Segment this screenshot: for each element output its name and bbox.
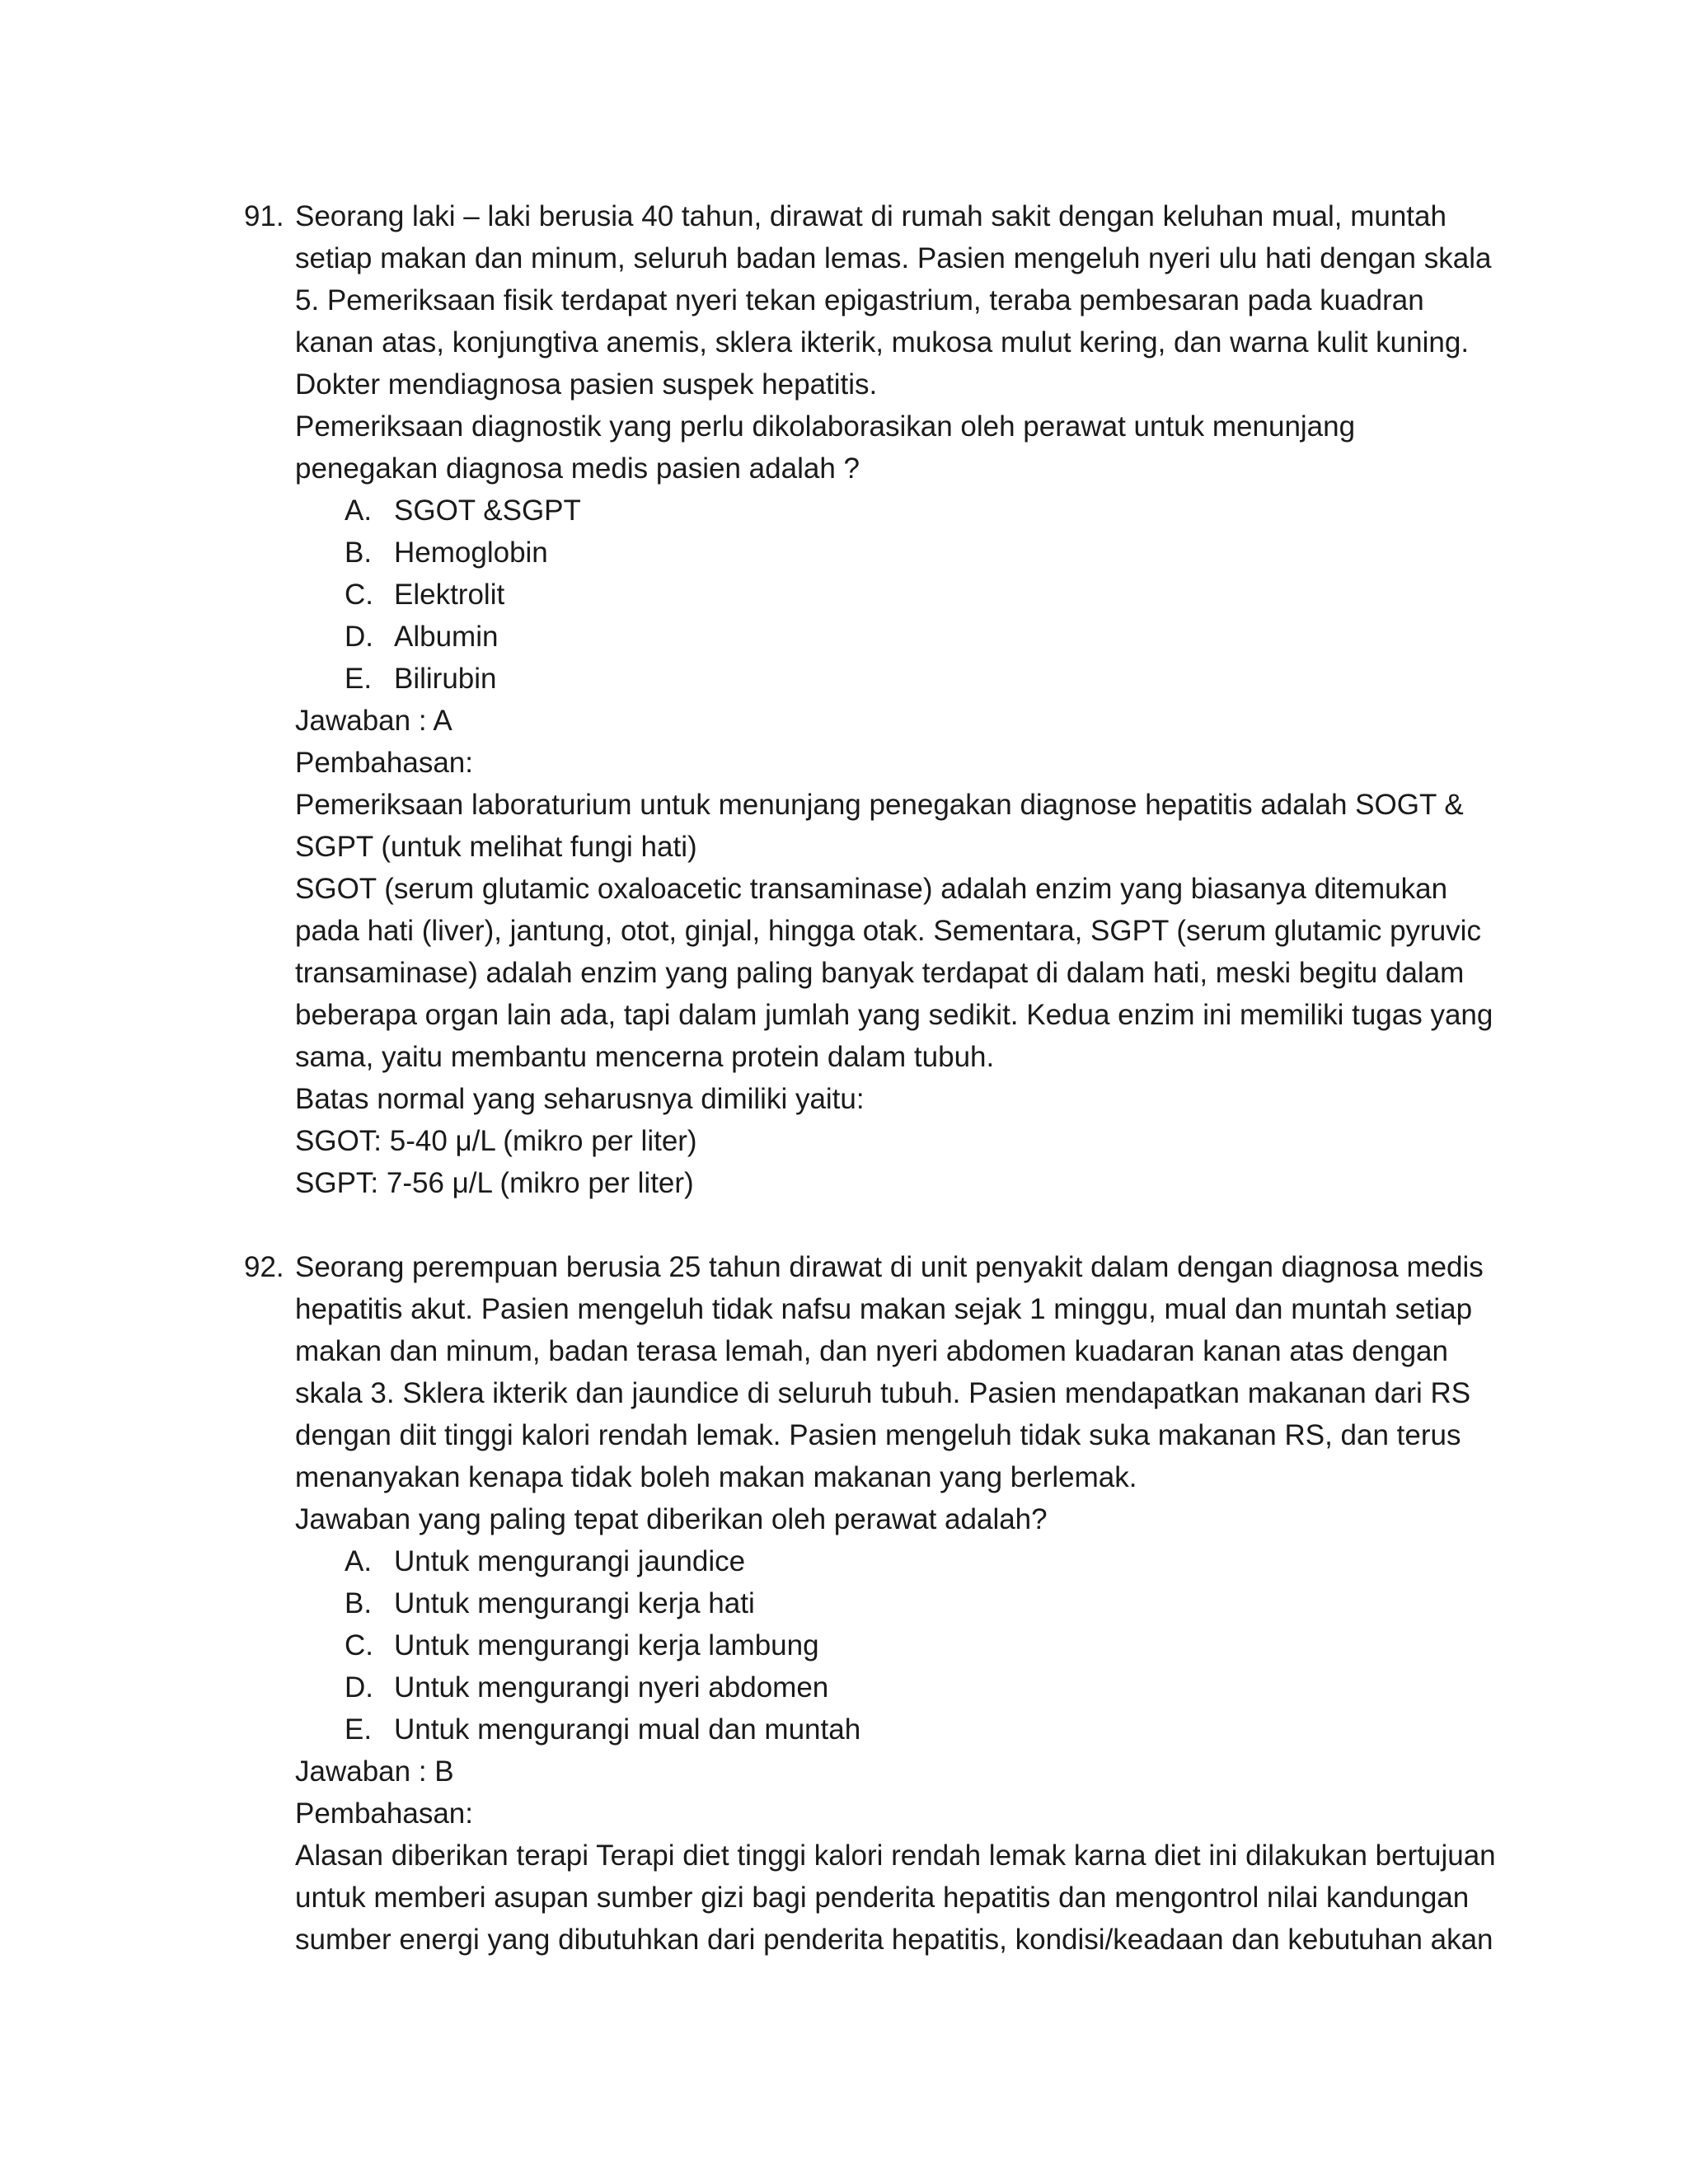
answer-key: Jawaban : B	[295, 1755, 454, 1788]
discussion-paragraph: SGOT: 5-40 μ/L (mikro per liter)	[295, 1125, 697, 1157]
option-text: Untuk mengurangi nyeri abdomen	[394, 1671, 829, 1704]
question-prompt: Jawaban yang paling tepat diberikan oleh perawat adalah?	[295, 1503, 1048, 1535]
option-letter: E.	[345, 1713, 373, 1746]
option-d	[295, 616, 1497, 658]
question-prompt: Pemeriksaan diagnostik yang perlu dikolaborasikan oleh perawat untuk menunjang penegakan diagnosa medis pasien adalah ?	[295, 410, 1356, 485]
question-stem: Seorang laki – laki berusia 40 tahun, dirawat di rumah sakit dengan keluhan mual, muntah setiap makan dan minum, seluruh badan lemas. Pasien mengeluh nyeri ulu hati dengan skala 5. Pemeriksaan fisik terdapat nyeri tekan epigastrium, teraba pembesaran pada kuadran kanan atas, konjungtiva anemis, sklera ikterik, mukosa mulut kering, dan warna kulit kuning. Dokter mendiagnosa pasien suspek hepatitis.	[295, 200, 1492, 401]
question-number: 92.	[244, 1251, 284, 1283]
option-text: Untuk mengurangi mual dan muntah	[394, 1713, 861, 1746]
question-91	[244, 195, 1497, 1204]
question-92	[244, 1246, 1497, 1961]
discussion-paragraph: Pemeriksaan laboraturium untuk menunjang penegakan diagnose hepatitis adalah SOGT & SGPT (untuk melihat fungi hati)	[295, 789, 1464, 863]
option-text: SGOT &SGPT	[394, 494, 581, 527]
option-letter: D.	[345, 1671, 373, 1704]
option-a	[295, 490, 1497, 532]
answer-key: Jawaban : A	[295, 705, 452, 737]
option-text: Untuk mengurangi jaundice	[394, 1545, 746, 1577]
discussion-label: Pembahasan:	[295, 1797, 473, 1830]
option-c	[295, 1624, 1497, 1666]
question-body	[295, 195, 1497, 1204]
question-body	[295, 1246, 1497, 1961]
option-text: Untuk mengurangi kerja lambung	[394, 1629, 819, 1661]
option-b	[295, 1582, 1497, 1624]
answer-options	[295, 1540, 1497, 1750]
option-text: Elektrolit	[394, 579, 505, 611]
discussion-paragraph: SGPT: 7-56 μ/L (mikro per liter)	[295, 1167, 694, 1199]
option-letter: A.	[345, 494, 373, 527]
option-letter: B.	[345, 537, 373, 569]
option-letter: E.	[345, 663, 373, 695]
question-stem: Seorang perempuan berusia 25 tahun dirawat di unit penyakit dalam dengan diagnosa medis hepatitis akut. Pasien mengeluh tidak nafsu makan sejak 1 minggu, mual dan muntah setiap makan dan minum, badan terasa lemah, dan nyeri abdomen kuadaran kanan atas dengan skala 3. Sklera ikterik dan jaundice di seluruh tubuh. Pasien mendapatkan makanan dari RS dengan diit tinggi kalori rendah lemak. Pasien mengeluh tidak suka makanan RS, dan terus menanyakan kenapa tidak boleh makan makanan yang berlemak.	[295, 1251, 1484, 1493]
option-e	[295, 658, 1497, 700]
option-text: Hemoglobin	[394, 537, 548, 569]
option-letter: C.	[345, 1629, 373, 1661]
option-a	[295, 1540, 1497, 1582]
option-e	[295, 1708, 1497, 1750]
option-d	[295, 1666, 1497, 1708]
option-c	[295, 574, 1497, 616]
option-text: Albumin	[394, 621, 499, 653]
option-text: Untuk mengurangi kerja hati	[394, 1587, 755, 1619]
answer-options	[295, 490, 1497, 700]
option-b	[295, 532, 1497, 574]
discussion-label: Pembahasan:	[295, 747, 473, 779]
option-letter: C.	[345, 579, 373, 611]
option-letter: B.	[345, 1587, 373, 1619]
discussion-paragraph: SGOT (serum glutamic oxaloacetic transaminase) adalah enzim yang biasanya ditemukan pada hati (liver), jantung, otot, ginjal, hingga otak. Sementara, SGPT (serum glutamic pyruvic transaminase) adalah enzim yang paling banyak terdapat di dalam hati, meski begitu dalam beberapa organ lain ada, tapi dalam jumlah yang sedikit. Kedua enzim ini memiliki tugas yang sama, yaitu membantu mencerna protein dalam tubuh.	[295, 873, 1493, 1073]
option-letter: A.	[345, 1545, 373, 1577]
discussion-paragraph: Batas normal yang seharusnya dimiliki yaitu:	[295, 1083, 865, 1115]
discussion-paragraph: Alasan diberikan terapi Terapi diet tinggi kalori rendah lemak karna diet ini dilakukan bertujuan untuk memberi asupan sumber gizi bagi penderita hepatitis dan mengontrol nilai kandungan sumber energi yang dibutuhkan dari penderita hepatitis, kondisi/keadaan dan kebutuhan akan	[295, 1840, 1496, 1956]
option-letter: D.	[345, 621, 373, 653]
option-text: Bilirubin	[394, 663, 497, 695]
question-number: 91.	[244, 200, 284, 232]
